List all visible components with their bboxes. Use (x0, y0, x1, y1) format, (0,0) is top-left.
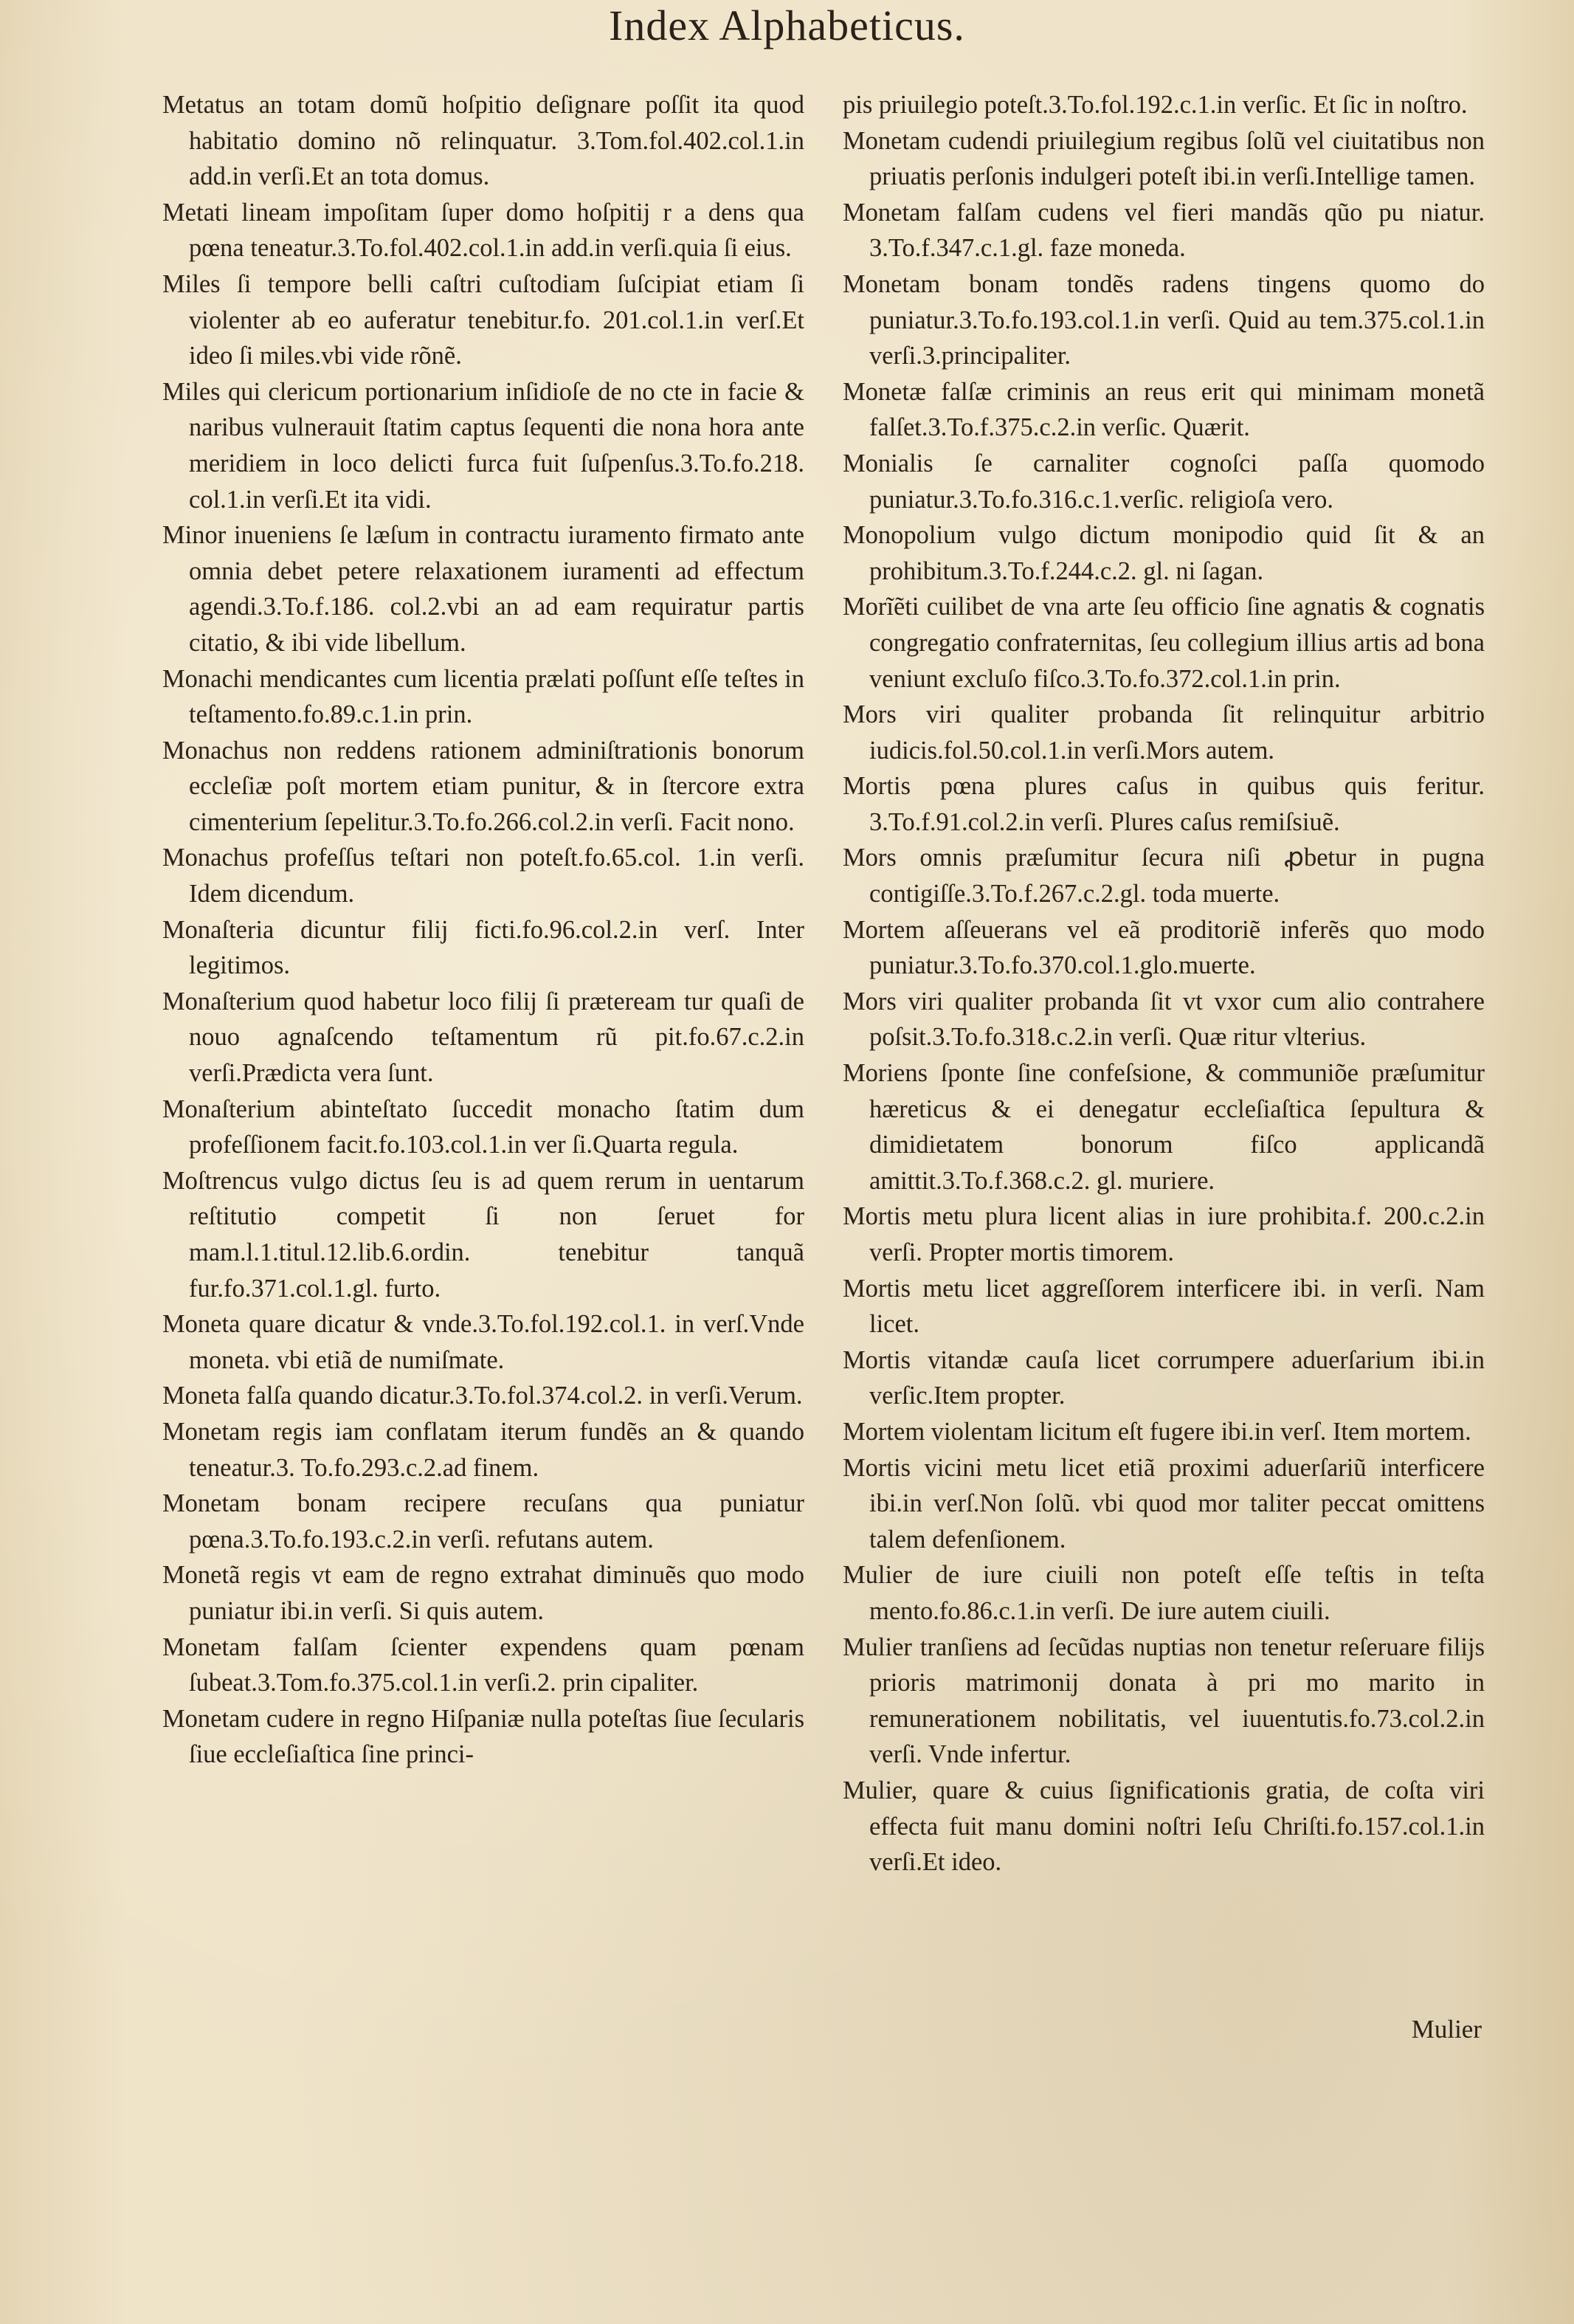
index-entry: Mors viri qualiter probanda ſit relinquitur arbitrio iudicis.fol.50.col.1.in verſi.Mors autem. (843, 700, 1485, 765)
index-entry: Monetæ falſæ criminis an reus erit qui minimam monetã falſet.3.To.f.375.c.2.in verſic. Quærit. (843, 377, 1485, 442)
index-entry: Moneta falſa quando dicatur.3.To.fol.374.col.2. in verſi.Verum. (162, 1382, 803, 1410)
index-entry: Monetã regis vt eam de regno extrahat diminuẽs quo modo puniatur ibi.in verſi. Si quis autem. (162, 1561, 804, 1625)
index-entry: Mulier tranſiens ad ſecũdas nuptias non tenetur reſeruare filijs prioris matrimonij donata à pri mo marito in remunerationem nobilitatis, vel iuuentutis.fo.73.col.2.in verſi. Vnde infertur. (843, 1632, 1485, 1769)
index-entry: Minor inueniens ſe læſum in contractu iuramento firmato ante omnia debet petere relaxationem iuramenti ad effectum agendi.3.To.f.186. col.2.vbi an ad eam requiratur partis citatio, & ibi vide libellum. (162, 521, 804, 657)
index-entry: Monetam cudendi priuilegium regibus ſolũ vel ciuitatibus non priuatis perſonis indulgeri poteſt ibi.in verſi.Intellige tamen. (843, 126, 1485, 191)
index-entry: Moriens ſponte ſine confeſsione, & communiõe præſumitur hæreticus & ei denegatur eccleſiaſtica ſepultura & dimidietatem bonorum fiſco applicandã amittit.3.To.f.368.c.2. gl. muriere. (843, 1059, 1485, 1195)
index-entry: Monachus profeſſus teſtari non poteſt.fo.65.col. 1.in verſi. Idem dicendum. (162, 844, 804, 908)
index-entry: Mortis metu licet aggreſſorem interficere ibi. in verſi. Nam licet. (843, 1274, 1485, 1339)
index-entry: Monetam falſam cudens vel fieri mandãs qũo pu niatur. 3.To.f.347.c.1.gl. faze moneda. (843, 198, 1485, 263)
index-entry: pis priuilegio poteſt.3.To.fol.192.c.1.in verſic. Et ſic in noſtro. (843, 91, 1468, 119)
index-entry: Mortis pœna plures caſus in quibus quis feritur. 3.To.f.91.col.2.in verſi. Plures caſus remiſsiuẽ. (843, 772, 1485, 836)
index-entry: Monetam bonam tondẽs radens tingens quomo do puniatur.3.To.fo.193.col.1.in verſi. Quid au tem.375.col.1.in verſi.3.principaliter. (843, 269, 1485, 370)
index-entry: Monetam falſam ſcienter expendens quam pœnam ſubeat.3.Tom.fo.375.col.1.in verſi.2. prin cipaliter. (162, 1632, 804, 1697)
index-entry: Mortis vicini metu licet etiã proximi aduerſariũ interficere ibi.in verſ.Non ſolũ. vbi quod mor taliter peccat omittens talem defenſionem. (843, 1453, 1485, 1554)
index-entry: Monopolium vulgo dictum monipodio quid ſit & an prohibitum.3.To.f.244.c.2. gl. ni ſagan. (843, 521, 1485, 585)
index-entry: Monaſteria dicuntur filij ficti.fo.96.col.2.in verſ. Inter legitimos. (162, 915, 804, 980)
index-entry: Monetam bonam recipere recuſans qua puniatur pœna.3.To.fo.193.c.2.in verſi. refutans autem. (162, 1489, 804, 1554)
index-entry: Monetam regis iam conflatam iterum fundẽs an & quando teneatur.3. To.fo.293.c.2.ad finem. (162, 1417, 804, 1482)
index-entry: Mortem aſſeuerans vel eã proditoriẽ inferẽs quo modo puniatur.3.To.fo.370.col.1.glo.muerte. (843, 915, 1485, 980)
index-entry: Morĩẽti cuilibet de vna arte ſeu officio ſine agnatis & cognatis congregatio confraternitas, ſeu collegium illius artis ad bona veniunt excluſo fiſco.3.To.fo.372.col.1.in prin. (843, 593, 1485, 693)
index-entry: Mortis metu plura licent alias in iure prohibita.f. 200.c.2.in verſi. Propter mortis timorem. (843, 1202, 1485, 1266)
index-entry: Monachus non reddens rationem adminiſtrationis bonorum eccleſiæ poſt mortem etiam punitur, & in ſtercore extra cimenterium ſepelitur.3.To.fo.266.col.2.in verſi. Facit nono. (162, 736, 804, 836)
index-entry: Mulier de iure ciuili non poteſt eſſe teſtis in teſta mento.fo.86.c.1.in verſi. De iure autem ciuili. (843, 1561, 1485, 1625)
index-entry: Mortis vitandæ cauſa licet corrumpere aduerſarium ibi.in verſic.Item propter. (843, 1345, 1485, 1410)
index-entry: Mors viri qualiter probanda ſit vt vxor cum alio contrahere poſsit.3.To.fo.318.c.2.in verſi. Quæ ritur vlterius. (843, 987, 1485, 1052)
index-entry: Metati lineam impoſitam ſuper domo hoſpitij r a dens qua pœna teneatur.3.To.fol.402.col.1.in add.in verſi.quia ſi eius. (162, 198, 804, 263)
index-entry: Monaſterium quod habetur loco filij ſi præteream tur quaſi de nouo agnaſcendo teſtamentum rũ pit.fo.67.c.2.in verſi.Prædicta vera ſunt. (162, 987, 804, 1088)
right-column (843, 87, 1485, 1880)
page-title: Index Alphabeticus. (609, 1, 965, 49)
index-entry: Mortem violentam licitum eſt fugere ibi.in verſ. Item mortem. (843, 1417, 1471, 1446)
catchword: Mulier (1411, 2015, 1482, 2044)
index-entry: Monaſterium abinteſtato ſuccedit monacho ſtatim dum profeſſionem facit.fo.103.col.1.in ver ſi.Quarta regula. (162, 1094, 804, 1159)
index-entry: Moſtrencus vulgo dictus ſeu is ad quem rerum in uentarum reſtitutio competit ſi non ſeruet for mam.l.1.titul.12.lib.6.ordin. tenebitur tanquã fur.fo.371.col.1.gl. furto. (162, 1166, 804, 1303)
index-entry: Monachi mendicantes cum licentia prælati poſſunt eſſe teſtes in teſtamento.fo.89.c.1.in prin. (162, 664, 804, 729)
index-entry: Miles ſi tempore belli caſtri cuſtodiam ſuſcipiat etiam ſi violenter ab eo auferatur tenebitur.fo. 201.col.1.in verſ.Et ideo ſi miles.vbi vide rõnẽ. (162, 269, 804, 370)
index-entry: Metatus an totam domũ hoſpitio deſignare poſſit ita quod habitatio domino nõ relinquatur. 3.Tom.fol.402.col.1.in add.in verſi.Et an tota domus. (162, 91, 804, 191)
index-entry: Mulier, quare & cuius ſignificationis gratia, de coſta viri effecta fuit manu domini noſtri Ieſu Chriſti.fo.157.col.1.in verſi.Et ideo. (843, 1776, 1485, 1877)
left-column (162, 87, 804, 1773)
index-entry: Mors omnis præſumitur ſecura niſi ꝓbetur in pugna contigiſſe.3.To.f.267.c.2.gl. toda muerte. (843, 844, 1485, 908)
index-entry: Monialis ſe carnaliter cognoſci paſſa quomodo puniatur.3.To.fo.316.c.1.verſic. religioſa vero. (843, 449, 1485, 514)
index-entry: Monetam cudere in regno Hiſpaniæ nulla poteſtas ſiue ſecularis ſiue eccleſiaſtica ſine princi- (162, 1704, 804, 1769)
index-entry: Miles qui clericum portionarium inſidioſe de no cte in facie & naribus vulnerauit ſtatim captus ſequenti die nona hora ante meridiem in loco delicti furca fuit ſuſpenſus.3.To.fo.218. col.1.in verſi.Et ita vidi. (162, 377, 804, 514)
index-entry: Moneta quare dicatur & vnde.3.To.fol.192.col.1. in verſ.Vnde moneta. vbi etiã de numiſmate. (162, 1310, 804, 1374)
